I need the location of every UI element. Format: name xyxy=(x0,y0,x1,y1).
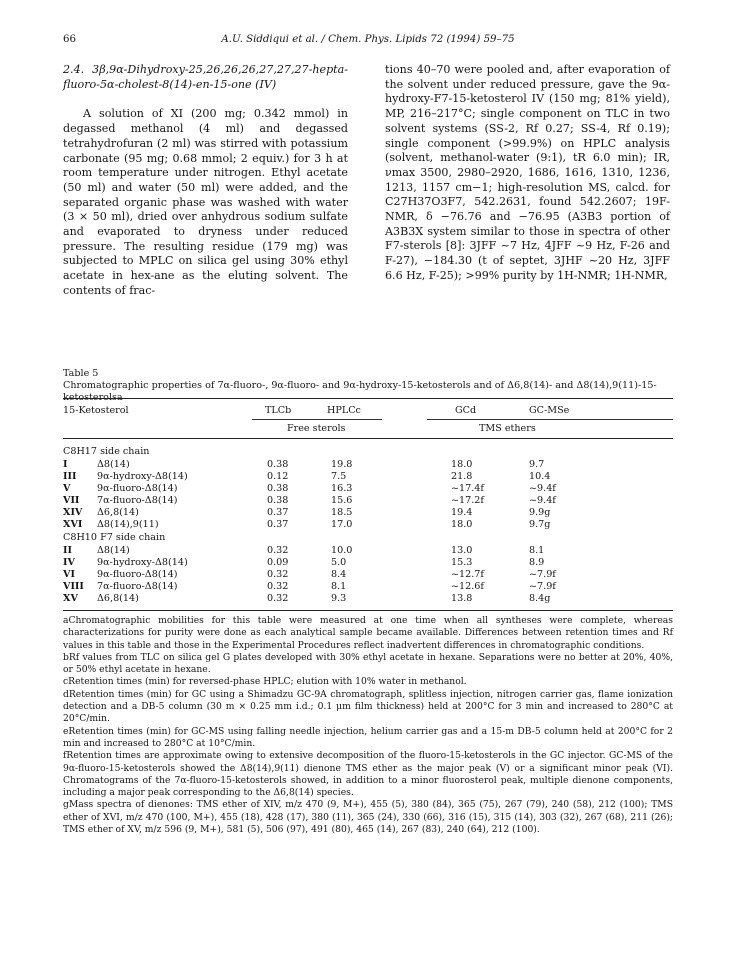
header-gcms: GC-MSe xyxy=(529,405,570,416)
tlc-value: 0.38 xyxy=(267,495,289,506)
free-sterols-rule xyxy=(252,419,382,420)
compound-id: IV xyxy=(63,557,75,568)
gc-value: 18.0 xyxy=(451,519,473,530)
hplc-value: 16.3 xyxy=(331,483,353,494)
gcms-value: 8.1 xyxy=(529,545,545,556)
tms-ethers-rule xyxy=(427,419,673,420)
footnote: eRetention times (min) for GC-MS using falling needle injection, helium carrier gas and a 15-m DB-5 column held at 200°C for 2 min and increased to 280°C at 10°C/min. xyxy=(63,725,673,749)
table-title: Chromatographic properties of 7α-fluoro-, 9α-fluoro- and 9α-hydroxy-15-ketosterols and of Δ6,8(14)- and Δ8(14),9(11)-15-ketosterolsa xyxy=(63,380,657,403)
table-header-rule xyxy=(63,438,673,439)
gcms-value: ~7.9f xyxy=(529,569,556,580)
running-head xyxy=(63,34,673,50)
tlc-value: 0.37 xyxy=(267,519,289,530)
table-row xyxy=(63,495,673,507)
compound-id: VII xyxy=(63,495,80,506)
tlc-value: 0.32 xyxy=(267,593,289,604)
group-heading: C8H17 side chain xyxy=(63,446,150,457)
gcms-value: 8.9 xyxy=(529,557,545,568)
gc-value: 18.0 xyxy=(451,459,473,470)
compound-id: XV xyxy=(63,593,78,604)
table-top-rule xyxy=(63,398,673,399)
compound-id: V xyxy=(63,483,71,494)
table-row xyxy=(63,459,673,471)
hplc-value: 7.5 xyxy=(331,471,347,482)
gc-value: ~12.7f xyxy=(451,569,484,580)
group-heading: C8H10 F7 side chain xyxy=(63,532,166,543)
compound-id: XIV xyxy=(63,507,83,518)
gcms-value: ~7.9f xyxy=(529,581,556,592)
table-row xyxy=(63,557,673,569)
compound-name: 7α-fluoro-Δ8(14) xyxy=(97,581,178,592)
hplc-value: 19.8 xyxy=(331,459,353,470)
compound-id: III xyxy=(63,471,77,482)
left-column xyxy=(63,63,348,299)
compound-id: VI xyxy=(63,569,75,580)
table-row xyxy=(63,545,673,557)
tlc-value: 0.32 xyxy=(267,545,289,556)
gc-value: 13.0 xyxy=(451,545,473,556)
section-heading: 2.4. 3β,9α-Dihydroxy-25,26,26,26,27,27,27-hepta-fluoro-5α-cholest-8(14)-en-15-one (IV) xyxy=(63,63,348,91)
gcms-value: 9.7 xyxy=(529,459,545,470)
footnote: cRetention times (min) for reversed-phase HPLC; elution with 10% water in methanol. xyxy=(63,676,467,688)
table-row xyxy=(63,569,673,581)
body-paragraph-left: A solution of XI (200 mg; 0.342 mmol) in degassed methanol (4 ml) and degassed tetrahydrofuran (2 ml) was stirred with potassium carbonate (95 mg; 0.68 mmol; 2 equiv.) for 3 h at room temperature under nitrogen. Ethyl acetate (50 ml) and water (50 ml) were added, and the separated organic phase was washed with water (3 × 50 ml), dried over anhydrous sodium sulfate and evaporated to dryness under reduced pressure. The resulting residue (179 mg) was subjected to MPLC on silica gel using 30% ethyl acetate in hex-ane as the eluting solvent. The contents of frac- xyxy=(63,107,348,297)
hplc-value: 8.4 xyxy=(331,569,347,580)
gc-value: ~17.2f xyxy=(451,495,484,506)
footnote: gMass spectra of dienones: TMS ether of XIV, m/z 470 (9, M+), 455 (5), 380 (84), 365 (75), 267 (79), 240 (58), 212 (100); TMS ether of XVI, m/z 470 (100, M+), 455 (18), 428 (17), 380 (11), 365 (24), 330 (66), 316 (15), 315 (14), 303 (32), 267 (68), 211 (26); TMS ether of XV, m/z 596 (9, M+), 581 (5), 506 (97), 491 (80), 465 (14), 267 (83), 240 (64), 212 (100). xyxy=(63,799,673,836)
gcms-value: 8.4g xyxy=(529,593,551,604)
gc-value: 15.3 xyxy=(451,557,473,568)
tlc-value: 0.37 xyxy=(267,507,289,518)
compound-name: Δ8(14) xyxy=(97,459,130,470)
compound-name: Δ8(14),9(11) xyxy=(97,519,159,530)
hplc-value: 17.0 xyxy=(331,519,353,530)
compound-name: 9α-hydroxy-Δ8(14) xyxy=(97,471,188,482)
footnote: aChromatographic mobilities for this table were measured at one time when all syntheses were complete, whereas characterizations for purity were done as each analytical sample became available. Differences between retention times and Rf values in this table and those in the Experimental Procedures reflect inadvertent differences in chromatographic conditions. xyxy=(63,615,673,651)
gc-value: ~12.6f xyxy=(451,581,484,592)
hplc-value: 10.0 xyxy=(331,545,353,556)
compound-name: 9α-fluoro-Δ8(14) xyxy=(97,483,178,494)
right-column xyxy=(385,63,670,284)
hplc-value: 8.1 xyxy=(331,581,347,592)
hplc-value: 9.3 xyxy=(331,593,347,604)
compound-id: VIII xyxy=(63,581,84,592)
compound-name: Δ6,8(14) xyxy=(97,507,139,518)
tlc-value: 0.09 xyxy=(267,557,289,568)
gc-value: 13.8 xyxy=(451,593,473,604)
table-footnotes xyxy=(63,615,673,836)
compound-name: 9α-fluoro-Δ8(14) xyxy=(97,569,178,580)
table-row xyxy=(63,507,673,519)
footnote: bRf values from TLC on silica gel G plates developed with 30% ethyl acetate in hexane. Separations were no better at 20%, 40%, or 50% ethyl acetate in hexane. xyxy=(63,651,673,676)
table-row xyxy=(63,519,673,531)
compound-id: I xyxy=(63,459,68,470)
hplc-value: 15.6 xyxy=(331,495,353,506)
table-label: Table 5 xyxy=(63,368,99,379)
compound-id: II xyxy=(63,545,72,556)
header-gc: GCd xyxy=(455,405,477,416)
header-tlc: TLCb xyxy=(265,405,292,416)
gcms-value: ~9.4f xyxy=(529,495,556,506)
hplc-value: 5.0 xyxy=(331,557,347,568)
table-row xyxy=(63,581,673,593)
table-row xyxy=(63,471,673,483)
gcms-value: ~9.4f xyxy=(529,483,556,494)
table-bottom-rule xyxy=(63,610,673,611)
gcms-value: 9.7g xyxy=(529,519,551,530)
footnote: dRetention times (min) for GC using a Shimadzu GC-9A chromatograph, splitless injection, nitrogen carrier gas, flame ionization detection and a DB-5 column (30 m × 0.25 mm i.d.; 0.1 μm film thickness) held at 200°C for 3 min and increased to 280°C at 20°C/min. xyxy=(63,688,673,725)
tlc-value: 0.32 xyxy=(267,569,289,580)
compound-name: Δ6,8(14) xyxy=(97,593,139,604)
body-paragraph-right: tions 40–70 were pooled and, after evaporation of the solvent under reduced pressure, gave the 9α-hydroxy-F7-15-ketosterol IV (150 mg; 81% yield), MP, 216–217°C; single component on TLC in two solvent systems (SS-2, Rf 0.27; SS-4, Rf 0.19); single component (>99.9%) on HPLC analysis (solvent, methanol-water (9:1), tR 6.0 min); IR, νmax 3500, 2980–2920, 1686, 1616, 1310, 1236, 1213, 1157 cm−1; high-resolution MS, calcd. for C27H37O3F7, 542.2631, found 542.2607; 19F-NMR, δ −76.76 and −76.95 (A3B3 portion of A3B3X system similar to those in spectra of other F7-sterols [8]: 3JFF ~7 Hz, 4JFF ~9 Hz, F-26 and F-27), −184.30 (t of septet, 3JHF ~20 Hz, 3JFF 6.6 Hz, F-25); >99% purity by 1H-NMR; 1H-NMR, xyxy=(385,63,670,282)
tlc-value: 0.32 xyxy=(267,581,289,592)
table-row xyxy=(63,483,673,495)
page-number: 66 xyxy=(63,34,76,45)
header-compound: 15-Ketosterol xyxy=(63,405,129,416)
hplc-value: 18.5 xyxy=(331,507,353,518)
compound-name: 9α-hydroxy-Δ8(14) xyxy=(97,557,188,568)
tlc-value: 0.38 xyxy=(267,459,289,470)
gcms-value: 10.4 xyxy=(529,471,551,482)
tlc-value: 0.12 xyxy=(267,471,289,482)
table-row xyxy=(63,593,673,605)
header-free-sterols: Free sterols xyxy=(287,423,346,434)
compound-name: Δ8(14) xyxy=(97,545,130,556)
header-tms-ethers: TMS ethers xyxy=(479,423,536,434)
gc-value: 19.4 xyxy=(451,507,473,518)
footnote: fRetention times are approximate owing to extensive decomposition of the fluoro-15-ketosterols in the GC injector. GC-MS of the 9α-fluoro-15-ketosterols showed the Δ8(14),9(11) dienone TMS ether as the major peak (V) or a significant minor peak (VI). Chromatograms of the 7α-fluoro-15-ketosterols showed, in addition to a minor fluorosterol peak, multiple dienone components, including a major peak corresponding to the Δ6,8(14) species. xyxy=(63,750,673,799)
header-hplc: HPLCc xyxy=(327,405,361,416)
compound-name: 7α-fluoro-Δ8(14) xyxy=(97,495,178,506)
tlc-value: 0.38 xyxy=(267,483,289,494)
compound-id: XVI xyxy=(63,519,83,530)
gcms-value: 9.9g xyxy=(529,507,551,518)
journal-citation: A.U. Siddiqui et al. / Chem. Phys. Lipids 72 (1994) 59–75 xyxy=(221,34,515,45)
gc-value: ~17.4f xyxy=(451,483,484,494)
gc-value: 21.8 xyxy=(451,471,473,482)
